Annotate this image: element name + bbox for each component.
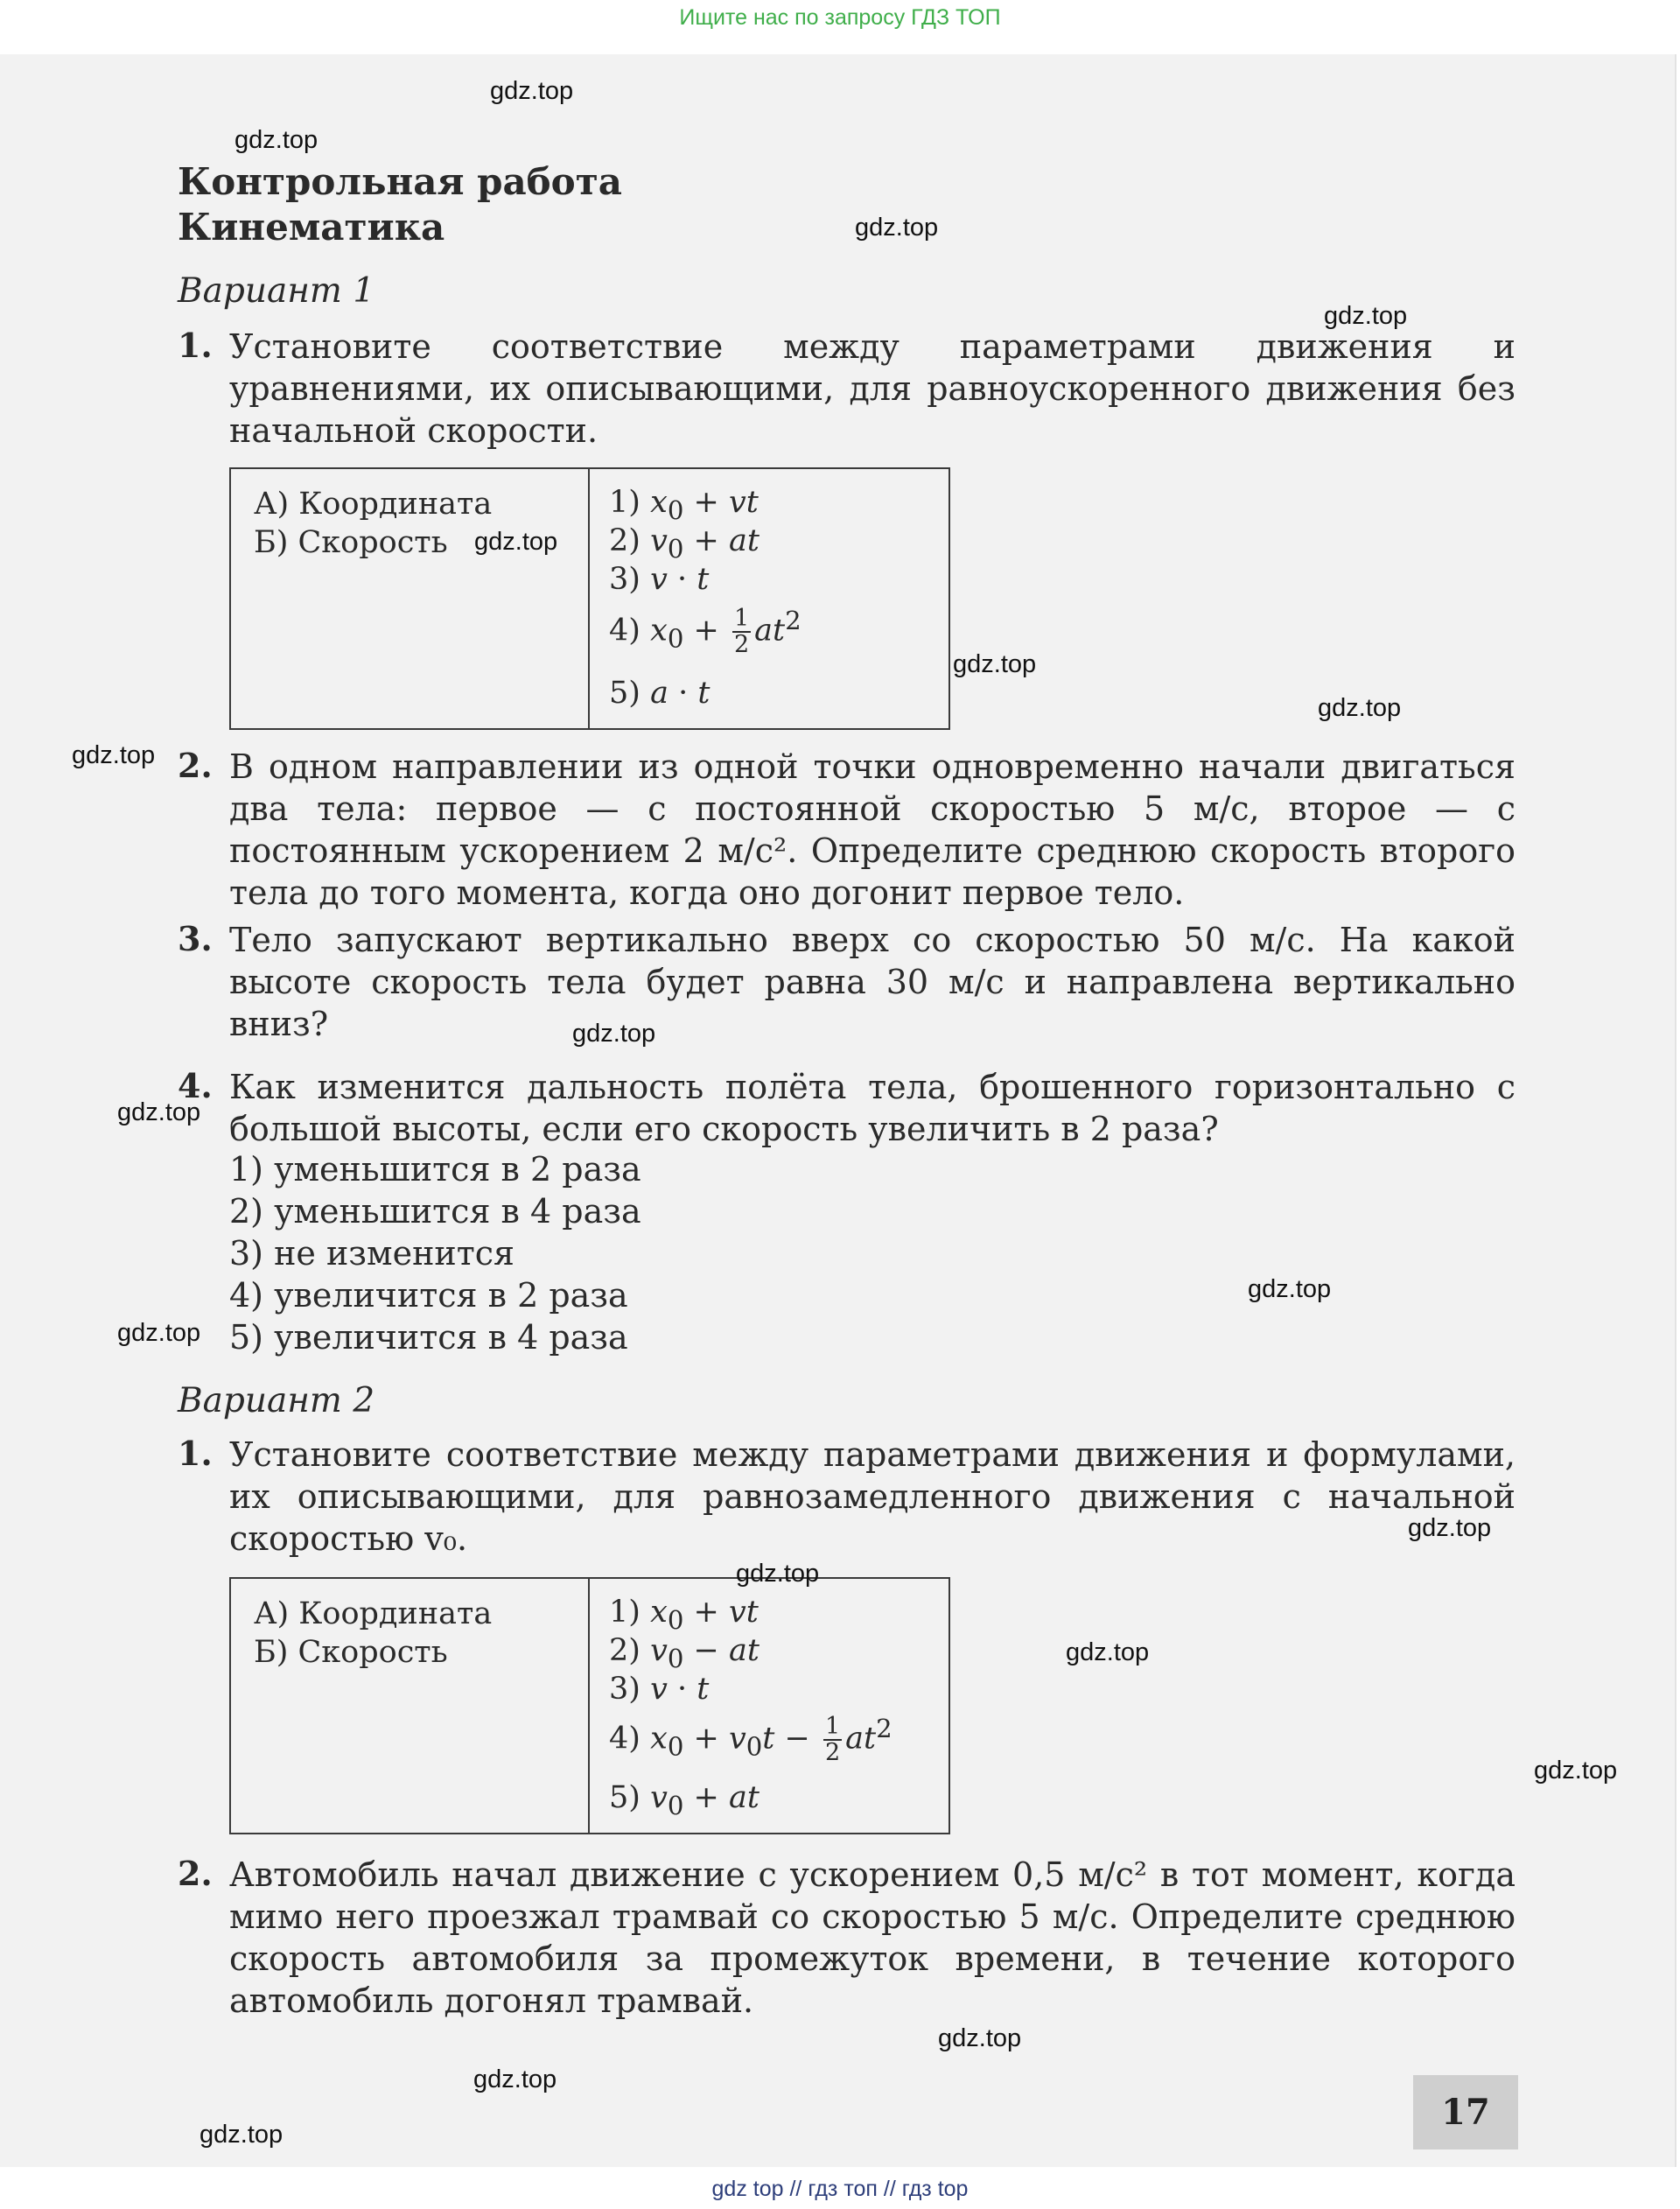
- watermark: gdz.top: [1248, 1275, 1332, 1303]
- top-banner-link[interactable]: Ищите нас по запросу ГДЗ ТОП: [679, 5, 1001, 30]
- watermark: gdz.top: [117, 1319, 201, 1347]
- v1-q2-number: 2.: [178, 746, 213, 785]
- v2-q1-matching-table: [229, 1577, 950, 1834]
- v1-q4-text: Как изменится дальность полёта тела, брошенного горизонтально с большой высоты, если его скорость увеличить в 2 раза?: [229, 1068, 1516, 1148]
- v1-q1-text: Установите соответствие между параметрами движения и уравнениями, их описывающими, для равноускоренного движения без начальной скорости.: [229, 327, 1516, 450]
- v1-q4-option-5: 5) увеличится в 4 раза: [229, 1318, 628, 1357]
- v2-q2-text: Автомобиль начал движение с ускорением 0,5 м/с² в тот момент, когда мимо него проезжал трамвай со скоростью 5 м/с. Определите среднюю скорость автомобиля за промежуток времени, в течение которого автомобиль догонял трамвай.: [229, 1855, 1516, 2020]
- watermark: gdz.top: [1408, 1514, 1492, 1542]
- watermark: gdz.top: [490, 77, 574, 105]
- v1-left-b: Б) Скорость: [254, 525, 448, 560]
- v1-q3-number: 3.: [178, 919, 213, 958]
- v1-q4-option-1: 1) уменьшится в 2 раза: [229, 1150, 641, 1189]
- watermark: gdz.top: [855, 214, 939, 242]
- v1-formula-3: 3) v · t: [609, 562, 710, 597]
- v1-q2-text: В одном направлении из одной точки одновременно начали двигаться два тела: первое — с постоянной скоростью 5 м/с, второе — с постоянным ускорением 2 м/с². Определите среднюю скорость второго тела до того момента, когда оно догонит первое тело.: [229, 747, 1516, 912]
- watermark: gdz.top: [1324, 302, 1408, 330]
- watermark: gdz.top: [117, 1098, 201, 1126]
- watermark: gdz.top: [473, 2065, 557, 2093]
- v2-formula-5: 5) $v_0$ + at: [609, 1780, 760, 1820]
- table-divider: [588, 469, 590, 728]
- watermark: gdz.top: [200, 2121, 284, 2149]
- v1-left-a: А) Координата: [254, 487, 493, 522]
- v1-formula-4: 4) $x_0$ + $\frac{1}{2}$ $at^2$: [609, 605, 802, 659]
- v1-q1-number: 1.: [178, 326, 213, 365]
- watermark: gdz.top: [72, 741, 156, 769]
- v2-left-b: Б) Скорость: [254, 1635, 448, 1670]
- watermark: gdz.top: [736, 1560, 820, 1588]
- v1-q3-text: Тело запускают вертикально вверх со скоростью 50 м/с. На какой высоте скорость тела будет равна 30 м/с и направлена вертикально вниз?: [229, 921, 1516, 1043]
- watermark: gdz.top: [938, 2024, 1022, 2052]
- v1-formula-1: 1) $x_0$ + vt: [609, 485, 759, 525]
- table-divider: [588, 1579, 590, 1833]
- v1-q4-option-4: 4) увеличится в 2 раза: [229, 1276, 628, 1315]
- v2-q2-number: 2.: [178, 1854, 213, 1893]
- v2-formula-4: 4) $x_0 + v_0t$ − $\frac{1}{2}$ $at^2$: [609, 1713, 892, 1767]
- v1-q1-matching-table: [229, 467, 950, 730]
- v1-q4-option-3: 3) не изменится: [229, 1234, 515, 1273]
- watermark: gdz.top: [1066, 1638, 1150, 1666]
- watermark: gdz.top: [234, 126, 318, 154]
- v1-formula-5: 5) a · t: [609, 676, 710, 711]
- page-subtitle: Кинематика: [178, 206, 445, 249]
- v1-q4-option-2: 2) уменьшится в 4 раза: [229, 1192, 641, 1231]
- v2-formula-2: 2) $v_0$ − at: [609, 1633, 760, 1673]
- v2-q1-number: 1.: [178, 1434, 213, 1473]
- footer-links[interactable]: gdz top // гдз топ // гдз top: [711, 2177, 969, 2201]
- watermark: gdz.top: [1534, 1757, 1618, 1785]
- variant-1-heading: Вариант 1: [178, 271, 375, 311]
- v2-formula-1: 1) $x_0$ + vt: [609, 1595, 759, 1635]
- variant-2-heading: Вариант 2: [178, 1381, 375, 1420]
- page-title: Контрольная работа: [178, 160, 622, 203]
- v1-formula-2: 2) $v_0$ + at: [609, 523, 760, 564]
- watermark: gdz.top: [572, 1020, 656, 1048]
- watermark: gdz.top: [953, 650, 1037, 678]
- page-number: 17: [1413, 2075, 1518, 2149]
- watermark: gdz.top: [1318, 694, 1402, 722]
- v2-formula-3: 3) v · t: [609, 1672, 710, 1707]
- v2-q1-text: Установите соответствие между параметрами движения и формулами, их описывающими, для равнозамедленного движения с начальной скоростью v₀.: [229, 1435, 1516, 1558]
- v1-q4-number: 4.: [178, 1066, 213, 1105]
- watermark: gdz.top: [474, 528, 558, 556]
- v2-left-a: А) Координата: [254, 1596, 493, 1631]
